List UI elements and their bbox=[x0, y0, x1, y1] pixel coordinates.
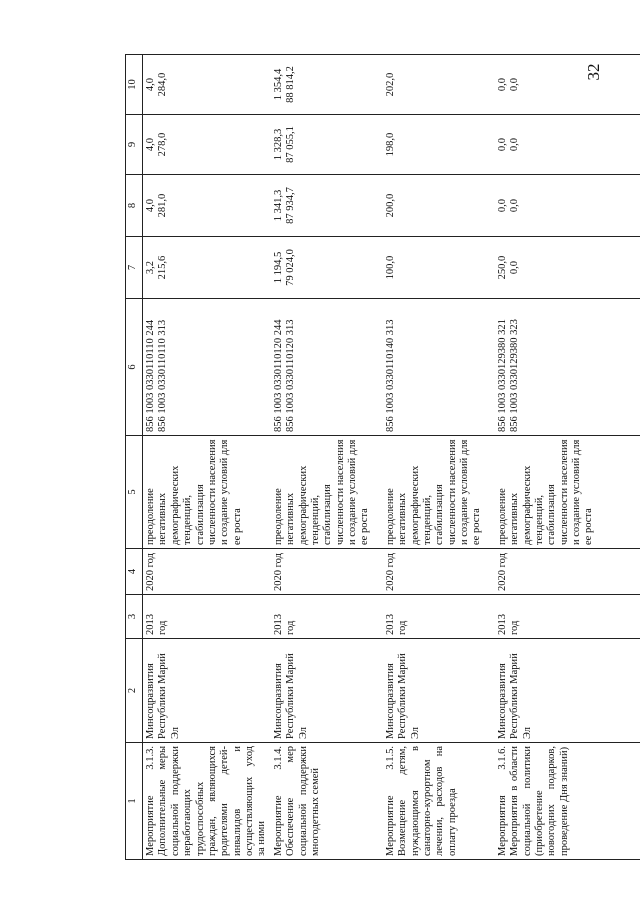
value-col-8 bbox=[495, 175, 640, 237]
value: 281,0 bbox=[157, 193, 169, 218]
measure-name: Мероприятия 3.1.6. Мероприятия в области социальной политики (приобретение новогодних подарков, проведение Дня знаний) bbox=[495, 743, 640, 860]
value-col-9 bbox=[271, 115, 383, 175]
responsible-executor: Минсоцразвития Республики Марий Эл bbox=[495, 639, 640, 743]
value: 0,0 bbox=[509, 198, 521, 213]
start-year: 2013 год bbox=[495, 595, 640, 639]
value: 198,0 bbox=[384, 132, 396, 157]
value-col-7 bbox=[383, 237, 495, 299]
value: 250,0 bbox=[496, 255, 508, 280]
value: 88 814,2 bbox=[285, 66, 297, 103]
header-row bbox=[126, 55, 143, 860]
col-header-1: 1 bbox=[126, 743, 143, 860]
start-year: 2013 год bbox=[383, 595, 495, 639]
measure-name: Мероприятие 3.1.5. Возмещение детям, нуждающимся в санаторно-курортном лечении, расходов на оплату проезда bbox=[383, 743, 495, 860]
value: 79 024,0 bbox=[285, 249, 297, 286]
expected-result: преодоление негативных демографических тенденций, стабилизация численности населения и создание условий для ее роста bbox=[383, 436, 495, 549]
col-header-8: 8 bbox=[126, 175, 143, 237]
col-header-9: 9 bbox=[126, 115, 143, 175]
value: 4,0 bbox=[145, 137, 156, 152]
responsible-executor: Минсоцразвития Республики Марий Эл bbox=[383, 639, 495, 743]
value: 0,0 bbox=[509, 77, 521, 92]
value-col-8 bbox=[271, 175, 383, 237]
expected-result: преодоление негативных демографических тенденций, стабилизация численности населения и создание условий для ее роста bbox=[143, 436, 271, 549]
col-header-7: 7 bbox=[126, 237, 143, 299]
budget-codes bbox=[143, 299, 271, 436]
value: 215,6 bbox=[157, 255, 169, 280]
budget-code: 856 1003 0330110110 244 bbox=[145, 319, 156, 432]
value: 87 934,7 bbox=[285, 187, 297, 224]
value-col-9 bbox=[143, 115, 271, 175]
program-measures-table bbox=[125, 54, 640, 860]
start-year: 2013 год bbox=[271, 595, 383, 639]
value-col-9 bbox=[495, 115, 640, 175]
table-row bbox=[143, 55, 271, 860]
budget-code: 856 1003 0330129380 323 bbox=[509, 319, 521, 432]
value-col-7 bbox=[271, 237, 383, 299]
col-header-6: 6 bbox=[126, 299, 143, 436]
value: 278,0 bbox=[157, 132, 169, 157]
table-row bbox=[495, 55, 640, 860]
end-year: 2020 год bbox=[495, 549, 640, 595]
value: 1 354,4 bbox=[272, 68, 284, 101]
rotated-table-sheet bbox=[125, 55, 638, 860]
expected-result: преодоление негативных демографических тенденций, стабилизация численности населения и создание условий для ее роста bbox=[271, 436, 383, 549]
budget-code: 856 1003 0330110110 313 bbox=[157, 319, 169, 432]
value: 0,0 bbox=[509, 260, 521, 275]
page-number: 32 bbox=[584, 63, 603, 81]
value: 3,2 bbox=[145, 260, 156, 275]
measure-name: Мероприятие 3.1.4. Обеспечение мер социальной поддержки многодетных семей bbox=[271, 743, 383, 860]
value: 200,0 bbox=[384, 193, 396, 218]
value-col-8 bbox=[383, 175, 495, 237]
budget-codes bbox=[495, 299, 640, 436]
value: 4,0 bbox=[145, 77, 156, 92]
table-row bbox=[383, 55, 495, 860]
budget-code: 856 1003 0330129380 321 bbox=[496, 319, 508, 432]
value: 87 055,1 bbox=[285, 126, 297, 163]
value: 1 328,3 bbox=[272, 128, 284, 161]
budget-code: 856 1003 0330110140 313 bbox=[384, 319, 396, 432]
col-header-5: 5 bbox=[126, 436, 143, 549]
budget-codes bbox=[383, 299, 495, 436]
budget-codes bbox=[271, 299, 383, 436]
end-year: 2020 год bbox=[271, 549, 383, 595]
value: 0,0 bbox=[496, 77, 508, 92]
value: 1 194,5 bbox=[272, 251, 284, 284]
value-col-10 bbox=[271, 55, 383, 115]
table-row bbox=[271, 55, 383, 860]
value-col-8 bbox=[143, 175, 271, 237]
value: 1 341,3 bbox=[272, 189, 284, 222]
responsible-executor: Минсоцразвития Республики Марий Эл bbox=[271, 639, 383, 743]
end-year: 2020 год bbox=[143, 549, 271, 595]
col-header-4: 4 bbox=[126, 549, 143, 595]
value: 284,0 bbox=[157, 72, 169, 97]
value: 0,0 bbox=[496, 198, 508, 213]
value: 100,0 bbox=[384, 255, 396, 280]
col-header-10: 10 bbox=[126, 55, 143, 115]
value-col-7 bbox=[143, 237, 271, 299]
value-col-10 bbox=[383, 55, 495, 115]
value: 4,0 bbox=[145, 198, 156, 213]
end-year: 2020 год bbox=[383, 549, 495, 595]
value: 0,0 bbox=[496, 137, 508, 152]
col-header-2: 2 bbox=[126, 639, 143, 743]
value-col-9 bbox=[383, 115, 495, 175]
value-col-10 bbox=[143, 55, 271, 115]
responsible-executor: Минсоцразвития Республики Марий Эл bbox=[143, 639, 271, 743]
col-header-3: 3 bbox=[126, 595, 143, 639]
value-col-7 bbox=[495, 237, 640, 299]
start-year: 2013 год bbox=[143, 595, 271, 639]
budget-code: 856 1003 0330110120 313 bbox=[285, 319, 297, 432]
value: 202,0 bbox=[384, 72, 396, 97]
expected-result: преодоление негативных демографических тенденций, стабилизация численности населения и создание условий для ее роста bbox=[495, 436, 640, 549]
budget-code: 856 1003 0330110120 244 bbox=[272, 319, 284, 432]
value-col-10 bbox=[495, 55, 640, 115]
value: 0,0 bbox=[509, 137, 521, 152]
measure-name: Мероприятие 3.1.3. Дополнительные меры социальной поддержки неработающих трудоспособных граждан, являющихся родителями детей-инвалидов и осуществляющих уход за ними bbox=[143, 743, 271, 860]
